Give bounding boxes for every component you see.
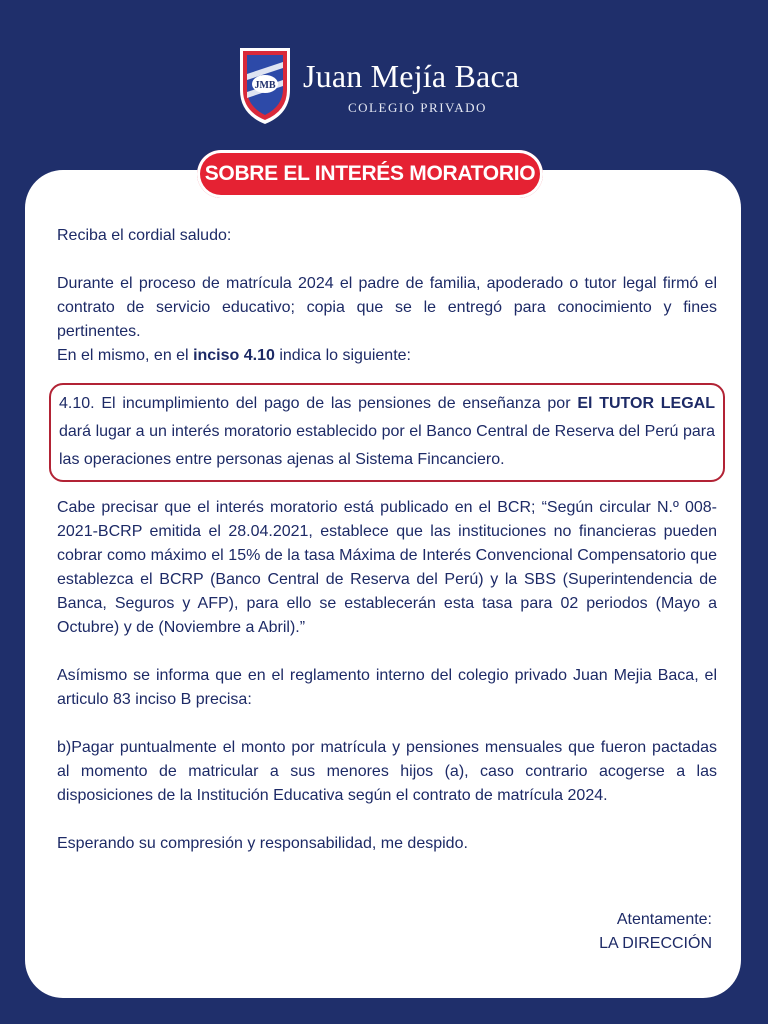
paragraph-contract: Durante el proceso de matrícula 2024 el padre de familia, apoderado o tutor legal firmó el contrato de servicio educativo; copia que se le entregó para conocimiento y fines pertinentes. <box>57 275 717 340</box>
school-subtitle: COLEGIO PRIVADO <box>348 100 487 115</box>
signoff-signature: LA DIRECCIÓN <box>599 935 712 952</box>
school-name: Juan Mejía Baca <box>303 58 520 94</box>
signoff-greeting: Atentamente: <box>616 911 712 928</box>
paragraph-inciso-b: b)Pagar puntualmente el monto por matrícula y pensiones mensuales que fueron pactadas al momento de matricular a sus menores hijos (a), caso contrario acogerse a las disposiciones de la Institución Educativa según el contrato de matrícula 2024. <box>57 739 717 804</box>
notice-body <box>57 224 717 856</box>
paragraph-bcr: Cabe precisar que el interés moratorio está publicado en el BCR; “Según circular N.º 008-2021-BCRP emitida el 28.04.2021, establece que las instituciones no financieras pueden cobrar como máximo el 15% de la tasa Máxima de Interés Convencional Compensatorio que establezca el BCRP (Banco Central de Reserva del Perú) y la SBS (Superintendencia de Banca, Seguros y AFP), para ello se establecerán esta tasa para 02 periodos (Mayo a Octubre) y de (Noviembre a Abril).” <box>57 499 717 636</box>
notice-title: SOBRE EL INTERÉS MORATORIO <box>197 150 543 198</box>
paragraph-clause-intro: En el mismo, en el inciso 4.10 indica lo siguiente: <box>57 347 411 364</box>
signoff <box>599 908 712 956</box>
header <box>0 38 768 138</box>
school-crest-logo <box>236 44 294 126</box>
crest-monogram: JMB <box>254 80 276 91</box>
tutor-legal-bold: El TUTOR LEGAL <box>577 395 715 412</box>
clause-reference: inciso 4.10 <box>193 347 275 364</box>
clause-highlight-box: 4.10. El incumplimiento del pago de las pensiones de enseñanza por El TUTOR LEGAL dará lugar a un interés moratorio establecido por el Banco Central de Reserva del Perú para las operaciones entre personas ajenas al Sistema Fincanciero. <box>49 383 725 482</box>
paragraph-closing: Esperando su compresión y responsabilidad, me despido. <box>57 835 468 852</box>
paragraph-reglamento: Asímismo se informa que en el reglamento interno del colegio privado Juan Mejia Baca, el articulo 83 inciso B precisa: <box>57 667 717 708</box>
greeting: Reciba el cordial saludo: <box>57 227 232 244</box>
